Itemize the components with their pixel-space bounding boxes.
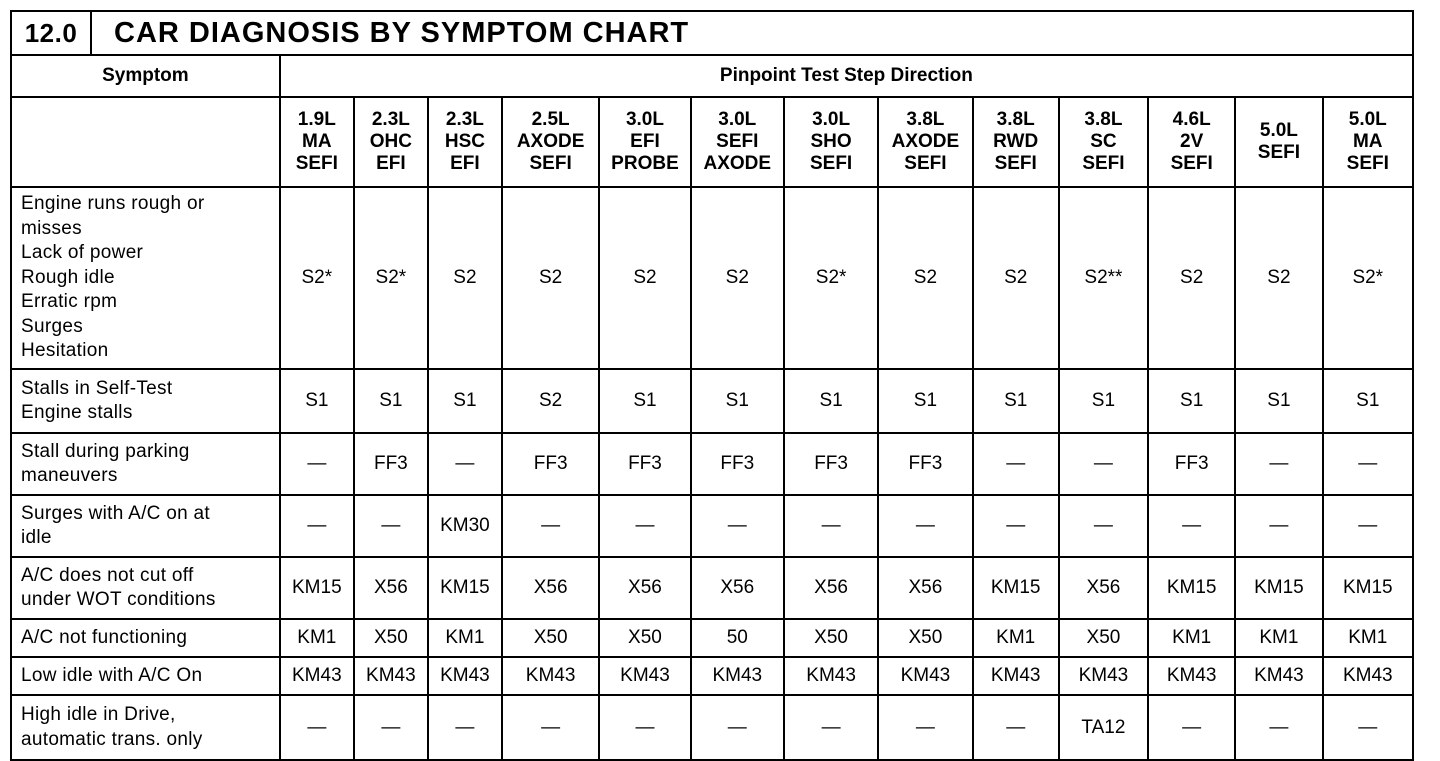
test-step-cell: —: [784, 695, 878, 759]
test-step-cell: FF3: [599, 433, 690, 495]
test-step-cell: KM15: [280, 557, 354, 619]
test-step-cell: S2: [691, 187, 784, 369]
test-step-cell: FF3: [502, 433, 599, 495]
engine-header: 5.0L MA SEFI: [1323, 97, 1412, 187]
table-row: [12, 557, 1412, 619]
test-step-cell: S1: [1235, 369, 1322, 433]
test-step-cell: FF3: [878, 433, 972, 495]
test-step-cell: KM43: [1235, 657, 1322, 695]
test-step-cell: X50: [502, 619, 599, 657]
test-step-cell: S1: [1148, 369, 1235, 433]
test-step-cell: KM15: [1323, 557, 1412, 619]
symptom-cell: A/C not functioning: [12, 619, 280, 657]
engine-header: 3.8L AXODE SEFI: [878, 97, 972, 187]
table-row: [12, 619, 1412, 657]
test-step-cell: FF3: [784, 433, 878, 495]
test-step-cell: S2*: [1323, 187, 1412, 369]
test-step-cell: —: [502, 695, 599, 759]
table-row: [12, 369, 1412, 433]
test-step-cell: KM1: [428, 619, 502, 657]
test-step-cell: KM15: [1148, 557, 1235, 619]
symptom-cell: Stall during parking maneuvers: [12, 433, 280, 495]
symptom-header: Symptom: [12, 56, 280, 97]
test-step-cell: —: [280, 433, 354, 495]
test-step-cell: S1: [878, 369, 972, 433]
test-step-cell: S2*: [354, 187, 428, 369]
test-step-cell: S2: [1235, 187, 1322, 369]
test-step-cell: X56: [878, 557, 972, 619]
test-step-cell: S1: [1059, 369, 1148, 433]
section-number: 12.0: [12, 12, 92, 54]
engine-header: 5.0L SEFI: [1235, 97, 1322, 187]
test-step-cell: KM43: [1148, 657, 1235, 695]
test-step-cell: KM15: [973, 557, 1059, 619]
symptom-table: [12, 56, 1412, 759]
test-step-cell: —: [691, 495, 784, 557]
direction-header: Pinpoint Test Step Direction: [280, 56, 1412, 97]
test-step-cell: X56: [502, 557, 599, 619]
test-step-cell: S1: [1323, 369, 1412, 433]
test-step-cell: S1: [354, 369, 428, 433]
test-step-cell: —: [1235, 495, 1322, 557]
diagnosis-chart: [10, 10, 1414, 761]
table-body: [12, 187, 1412, 759]
test-step-cell: —: [280, 495, 354, 557]
test-step-cell: —: [428, 695, 502, 759]
test-step-cell: S2: [973, 187, 1059, 369]
engine-header: 3.0L SHO SEFI: [784, 97, 878, 187]
test-step-cell: KM43: [784, 657, 878, 695]
test-step-cell: —: [428, 433, 502, 495]
test-step-cell: —: [1235, 433, 1322, 495]
blank-header-cell: [12, 97, 280, 187]
engine-header: 2.3L OHC EFI: [354, 97, 428, 187]
test-step-cell: KM1: [1323, 619, 1412, 657]
test-step-cell: FF3: [354, 433, 428, 495]
test-step-cell: KM43: [1059, 657, 1148, 695]
test-step-cell: —: [878, 695, 972, 759]
test-step-cell: KM43: [691, 657, 784, 695]
test-step-cell: X50: [1059, 619, 1148, 657]
test-step-cell: S1: [973, 369, 1059, 433]
test-step-cell: X56: [1059, 557, 1148, 619]
test-step-cell: S1: [691, 369, 784, 433]
test-step-cell: TA12: [1059, 695, 1148, 759]
table-row: [12, 657, 1412, 695]
test-step-cell: KM1: [973, 619, 1059, 657]
test-step-cell: S1: [599, 369, 690, 433]
test-step-cell: —: [502, 495, 599, 557]
test-step-cell: KM15: [428, 557, 502, 619]
engine-header: 3.0L SEFI AXODE: [691, 97, 784, 187]
test-step-cell: X50: [784, 619, 878, 657]
chart-title: CAR DIAGNOSIS BY SYMPTOM CHART: [114, 16, 690, 49]
test-step-cell: S2: [502, 369, 599, 433]
test-step-cell: 50: [691, 619, 784, 657]
engine-header: 4.6L 2V SEFI: [1148, 97, 1235, 187]
test-step-cell: FF3: [691, 433, 784, 495]
test-step-cell: KM43: [973, 657, 1059, 695]
test-step-cell: —: [784, 495, 878, 557]
test-step-cell: KM30: [428, 495, 502, 557]
table-row: [12, 433, 1412, 495]
test-step-cell: S2: [878, 187, 972, 369]
test-step-cell: —: [1323, 433, 1412, 495]
test-step-cell: —: [599, 495, 690, 557]
test-step-cell: S2**: [1059, 187, 1148, 369]
test-step-cell: —: [354, 695, 428, 759]
test-step-cell: —: [1323, 695, 1412, 759]
test-step-cell: S1: [280, 369, 354, 433]
test-step-cell: FF3: [1148, 433, 1235, 495]
symptom-cell: High idle in Drive, automatic trans. only: [12, 695, 280, 759]
symptom-cell: Low idle with A/C On: [12, 657, 280, 695]
engine-header: 2.3L HSC EFI: [428, 97, 502, 187]
test-step-cell: S2: [502, 187, 599, 369]
test-step-cell: KM15: [1235, 557, 1322, 619]
test-step-cell: —: [1059, 433, 1148, 495]
symptom-cell: Stalls in Self-Test Engine stalls: [12, 369, 280, 433]
test-step-cell: KM1: [1148, 619, 1235, 657]
symptom-cell: Engine runs rough or misses Lack of power Rough idle Erratic rpm Surges Hesitation: [12, 187, 280, 369]
test-step-cell: S2: [1148, 187, 1235, 369]
test-step-cell: —: [280, 695, 354, 759]
test-step-cell: X50: [354, 619, 428, 657]
test-step-cell: S1: [784, 369, 878, 433]
test-step-cell: S1: [428, 369, 502, 433]
test-step-cell: X50: [599, 619, 690, 657]
test-step-cell: KM43: [878, 657, 972, 695]
test-step-cell: X56: [691, 557, 784, 619]
test-step-cell: —: [1059, 495, 1148, 557]
test-step-cell: X56: [599, 557, 690, 619]
test-step-cell: —: [878, 495, 972, 557]
symptom-cell: A/C does not cut off under WOT conditions: [12, 557, 280, 619]
test-step-cell: —: [1323, 495, 1412, 557]
symptom-cell: Surges with A/C on at idle: [12, 495, 280, 557]
engine-header: 3.8L RWD SEFI: [973, 97, 1059, 187]
test-step-cell: KM43: [280, 657, 354, 695]
test-step-cell: S2*: [280, 187, 354, 369]
test-step-cell: S2: [599, 187, 690, 369]
test-step-cell: —: [1148, 495, 1235, 557]
test-step-cell: —: [599, 695, 690, 759]
test-step-cell: —: [1235, 695, 1322, 759]
engine-header: 3.8L SC SEFI: [1059, 97, 1148, 187]
engine-header: 3.0L EFI PROBE: [599, 97, 690, 187]
test-step-cell: —: [1148, 695, 1235, 759]
test-step-cell: KM1: [280, 619, 354, 657]
table-row: [12, 695, 1412, 759]
test-step-cell: S2: [428, 187, 502, 369]
engine-header: 2.5L AXODE SEFI: [502, 97, 599, 187]
test-step-cell: —: [691, 695, 784, 759]
engine-header: 1.9L MA SEFI: [280, 97, 354, 187]
test-step-cell: KM1: [1235, 619, 1322, 657]
test-step-cell: KM43: [354, 657, 428, 695]
test-step-cell: X56: [354, 557, 428, 619]
test-step-cell: —: [973, 695, 1059, 759]
test-step-cell: —: [354, 495, 428, 557]
test-step-cell: KM43: [502, 657, 599, 695]
test-step-cell: KM43: [1323, 657, 1412, 695]
title-bar: [12, 12, 1412, 56]
engine-header-row: [12, 97, 1412, 187]
table-row: [12, 495, 1412, 557]
test-step-cell: S2*: [784, 187, 878, 369]
test-step-cell: —: [973, 433, 1059, 495]
test-step-cell: —: [973, 495, 1059, 557]
table-row: [12, 187, 1412, 369]
test-step-cell: X56: [784, 557, 878, 619]
test-step-cell: KM43: [599, 657, 690, 695]
test-step-cell: X50: [878, 619, 972, 657]
test-step-cell: KM43: [428, 657, 502, 695]
